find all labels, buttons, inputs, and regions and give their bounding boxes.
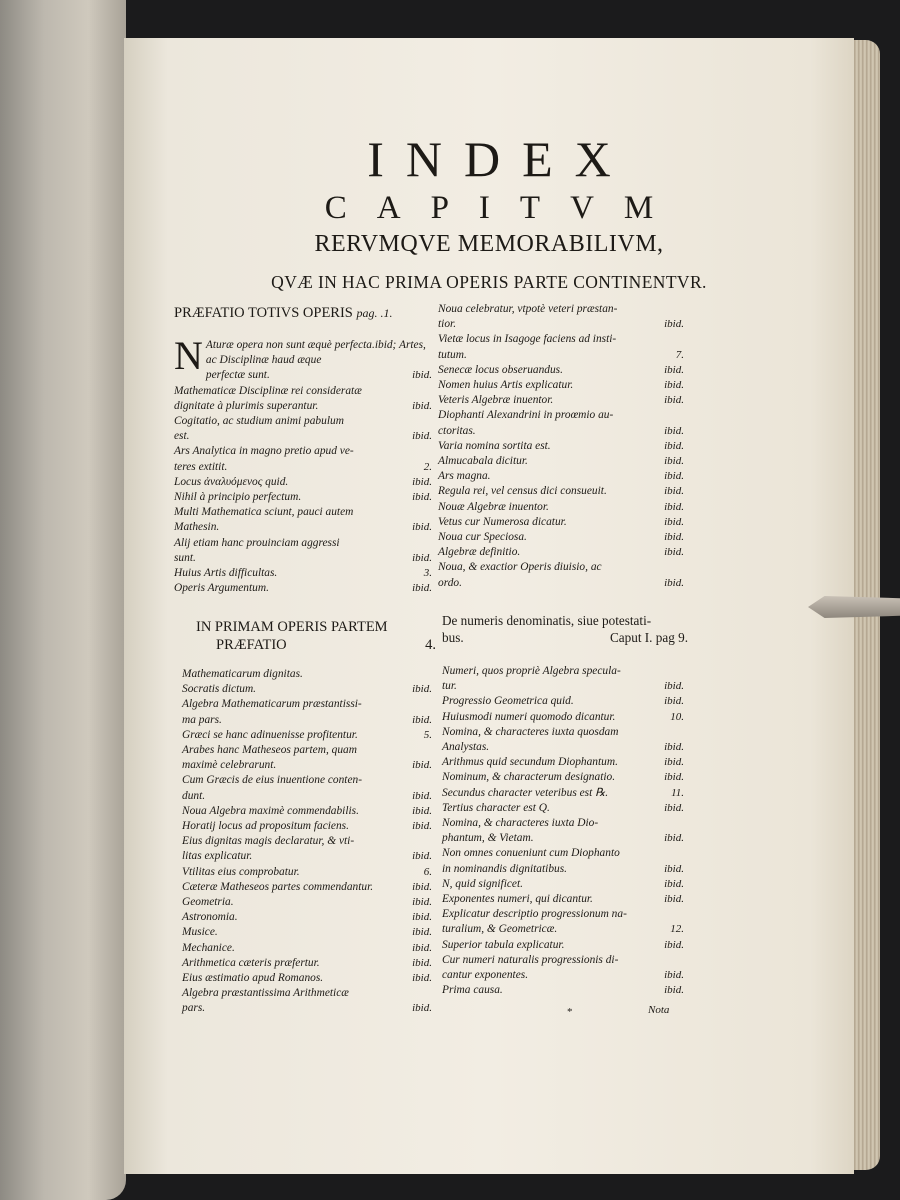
- entry-text: Varia nomina sortita est.: [438, 439, 551, 452]
- index-entry: [438, 484, 684, 499]
- entry-ref: ibid.: [412, 551, 432, 564]
- index-entry: [174, 490, 432, 505]
- section-heading-1: [174, 304, 393, 322]
- entry-text: est.: [174, 430, 190, 443]
- index-entry: [182, 743, 432, 758]
- index-entry: [442, 710, 684, 725]
- entry-text: Regula rei, vel census dici consueuit.: [438, 485, 607, 498]
- index-entry: [182, 880, 432, 895]
- index-entry: [182, 956, 432, 971]
- index-entry: [442, 938, 684, 953]
- entry-ref: ibid.: [664, 531, 684, 544]
- index-entry: [182, 910, 432, 925]
- entry-text: Cum Græcis de eius inuentione conten-: [182, 774, 363, 787]
- entry-ref: ibid.: [664, 394, 684, 407]
- entry-text: Secundus character veteribus est ℞.: [442, 786, 609, 799]
- entry-text: Vietæ locus in Isagoge faciens ad insti-: [438, 333, 617, 346]
- entry-text: ctoritas.: [438, 424, 476, 437]
- entry-ref: ibid.: [664, 741, 684, 754]
- entry-ref: ibid.: [664, 379, 684, 392]
- index-entry: [182, 986, 432, 1001]
- entry-text: Superior tabula explicatur.: [442, 938, 565, 951]
- index-entry: [182, 895, 432, 910]
- entry-text: Mechanice.: [182, 941, 235, 954]
- entry-text: Eius æstimatio apud Romanos.: [182, 972, 324, 985]
- first-entry-text: Aturæ opera non sunt æquè perfecta.ibid; Artes, ac Disciplinæ haud æque: [205, 339, 426, 367]
- entry-text: Arithmetica cæteris præfertur.: [182, 956, 320, 969]
- signature-mark: *: [567, 1006, 573, 1018]
- entry-text: Huius Artis difficultas.: [174, 567, 278, 580]
- section-heading-2: [196, 618, 436, 654]
- entry-text: Analystas.: [442, 741, 490, 754]
- entry-ref: 11.: [671, 786, 684, 799]
- entry-text: Numeri, quos propriè Algebra specula-: [442, 665, 621, 677]
- index-entry: [174, 566, 432, 581]
- entry-text: Nomen huius Artis explicatur.: [438, 379, 574, 392]
- entry-ref: 3.: [423, 567, 432, 580]
- entry-text: Geometria.: [182, 896, 234, 909]
- index-entry: [442, 892, 684, 907]
- entry-text: Progressio Geometrica quid.: [442, 695, 574, 708]
- index-entry: [442, 786, 684, 801]
- index-entry: [442, 694, 684, 709]
- entry-ref: ibid.: [664, 893, 684, 906]
- entry-text: perfectæ sunt.: [205, 369, 270, 382]
- entry-text: Algebra Mathematicarum præstantissi-: [182, 698, 362, 711]
- entry-text: Noua Algebra maximè commendabilis.: [182, 804, 359, 817]
- entry-ref: ibid.: [412, 911, 432, 924]
- entry-ref: ibid.: [664, 424, 684, 437]
- index-entry: [182, 1001, 432, 1016]
- index-entry: [438, 332, 684, 347]
- entry-text: Diophanti Alexandrini in proœmio au-: [438, 409, 614, 422]
- entry-text: Prima causa.: [442, 984, 503, 997]
- entry-text: Locus ἀναλυόμενος quid.: [174, 475, 289, 488]
- index-entry: [182, 804, 432, 819]
- index-entry: [182, 865, 432, 880]
- index-entry: [174, 581, 432, 596]
- index-entry: [438, 515, 684, 530]
- index-entry: [182, 819, 432, 834]
- entry-ref: ibid.: [664, 515, 684, 528]
- index-entry: [442, 816, 684, 831]
- entry-ref: ibid.: [664, 318, 684, 331]
- index-entry: [442, 679, 684, 694]
- entry-text: turalium, & Geometricæ.: [442, 923, 558, 936]
- entry-text: ma pars.: [182, 713, 222, 726]
- entry-text: Algebra præstantissima Arithmeticæ: [182, 987, 349, 1000]
- left-page-edge: [0, 0, 126, 1200]
- index-entry: [174, 551, 432, 566]
- entry-text: Explicatur descriptio progressionum na-: [442, 908, 627, 921]
- entry-ref: ibid.: [412, 956, 432, 969]
- chapter-ref: Caput I. pag 9.: [609, 630, 688, 645]
- entry-ref: ibid.: [412, 941, 432, 954]
- entry-ref: ibid.: [412, 759, 432, 772]
- index-entry: [438, 363, 684, 378]
- index-entry: [442, 953, 684, 968]
- entry-text: phantum, & Vietam.: [442, 832, 534, 845]
- entry-ref: ibid.: [412, 475, 432, 488]
- entry-text: Alij etiam hanc prouinciam aggressi: [174, 536, 340, 549]
- index-entry: [438, 454, 684, 469]
- entry-ref: ibid.: [664, 695, 684, 708]
- entry-text: Vtilitas eius comprobatur.: [182, 865, 300, 878]
- right-column-entries-1: [438, 302, 684, 591]
- entry-text: maximè celebrarunt.: [182, 759, 277, 772]
- entry-text: Mathematicarum dignitas.: [182, 668, 303, 680]
- entry-text: dunt.: [182, 789, 206, 802]
- entry-text: Mathematicæ Disciplinæ rei consideratæ: [174, 384, 362, 397]
- book-page: [124, 38, 854, 1174]
- entry-text: teres extitit.: [174, 460, 228, 473]
- entry-text: Cogitatio, ac studium animi pabulum: [174, 415, 344, 428]
- entry-text: Algebræ definitio.: [438, 546, 521, 559]
- page-title: INDEX: [367, 131, 633, 187]
- index-entry: [182, 713, 432, 728]
- index-entry: [182, 728, 432, 743]
- index-entry: [438, 302, 684, 317]
- index-entry: [442, 740, 684, 755]
- entry-ref: ibid.: [412, 926, 432, 939]
- entry-text: Cur numeri naturalis progressionis di-: [442, 953, 619, 966]
- entry-ref: 12.: [670, 923, 684, 936]
- index-entry: [438, 378, 684, 393]
- right-column-entries-2: [442, 664, 684, 998]
- entry-text: Nouæ Algebræ inuentor.: [438, 500, 549, 513]
- entry-ref: ibid.: [412, 880, 432, 893]
- entry-ref: ibid.: [412, 850, 432, 863]
- entry-ref: ibid.: [664, 756, 684, 769]
- index-entry: [438, 393, 684, 408]
- index-entry: [174, 384, 432, 399]
- index-entry: [438, 545, 684, 560]
- entry-ref: ibid.: [412, 896, 432, 909]
- entry-text: Veteris Algebræ inuentor.: [438, 394, 554, 407]
- index-entry: [442, 877, 684, 892]
- index-entry: [174, 429, 432, 444]
- entry-ref: ibid.: [412, 789, 432, 802]
- entry-text: Horatij locus ad propositum faciens.: [182, 820, 349, 833]
- entry-ref: ibid.: [664, 500, 684, 513]
- chapter-line-2: bus.: [442, 630, 464, 645]
- entry-text: tur.: [442, 680, 457, 693]
- entry-ref: ibid.: [664, 801, 684, 814]
- entry-ref: ibid.: [412, 369, 432, 382]
- title-line-4: QVÆ IN HAC PRIMA OPERIS PARTE CONTINENTVR.: [271, 272, 707, 292]
- index-entry: [182, 971, 432, 986]
- entry-ref: ibid.: [412, 582, 432, 595]
- index-entry: [442, 755, 684, 770]
- entry-text: Nominum, & characterum designatio.: [442, 771, 616, 784]
- entry-text: Arithmus quid secundum Diophantum.: [442, 756, 618, 769]
- chapter-heading: [442, 612, 688, 646]
- entry-ref: ibid.: [664, 771, 684, 784]
- entry-text: in nominandis dignitatibus.: [442, 862, 567, 875]
- entry-ref: ibid.: [412, 713, 432, 726]
- index-entry: [182, 925, 432, 940]
- entry-ref: ibid.: [664, 877, 684, 890]
- left-column-entries-1: [174, 333, 432, 596]
- index-entry: [174, 444, 432, 459]
- entry-text: tior.: [438, 318, 457, 331]
- entry-ref: ibid.: [412, 1002, 432, 1015]
- index-entry: [182, 834, 432, 849]
- index-entry: [442, 983, 684, 998]
- index-entry: [438, 348, 684, 363]
- index-entry: [438, 560, 684, 575]
- index-entry: [182, 682, 432, 697]
- entry-text: Eius dignitas magis declaratur, & vti-: [182, 835, 355, 848]
- entry-text: cantur exponentes.: [442, 969, 529, 982]
- entry-ref: 2.: [423, 460, 432, 473]
- entry-ref: ibid.: [664, 439, 684, 452]
- index-entry: [438, 530, 684, 545]
- index-entry: [182, 773, 432, 788]
- title-line-3: RERVMQVE MEMORABILIVM,: [314, 231, 664, 257]
- entry-text: Tertius character est Q.: [442, 801, 550, 814]
- entry-ref: 5.: [423, 728, 432, 741]
- entry-text: sunt.: [174, 551, 196, 564]
- index-entry: [442, 907, 684, 922]
- entry-text: Non omnes conueniunt cum Diophanto: [442, 847, 620, 860]
- entry-ref: ibid.: [412, 430, 432, 443]
- entry-text: Cæteræ Matheseos partes commendantur.: [182, 880, 374, 893]
- entry-text: Almucabala dicitur.: [438, 455, 528, 468]
- entry-ref: ibid.: [664, 363, 684, 376]
- chapter-line-1: De numeris denominatis, siue potestati-: [442, 613, 652, 628]
- entry-ref: ibid.: [664, 576, 684, 589]
- entry-text: Mathesin.: [174, 521, 220, 534]
- entry-ref: ibid.: [412, 820, 432, 833]
- section-2-title-line-1: IN PRIMAM OPERIS PARTEM: [196, 619, 388, 635]
- entry-ref: ibid.: [412, 972, 432, 985]
- section-2-title-line-2: PRÆFATIO: [216, 637, 287, 653]
- index-entry: [182, 758, 432, 773]
- entry-ref: ibid.: [664, 455, 684, 468]
- left-column-entries-2: [182, 667, 432, 1017]
- entry-ref: 7.: [675, 348, 684, 361]
- entry-text: Nomina, & characteres iuxta quosdam: [442, 725, 619, 738]
- entry-ref: ibid.: [664, 832, 684, 845]
- entry-ref: ibid.: [412, 683, 432, 696]
- entry-text: tutum.: [438, 348, 467, 361]
- index-entry: [438, 500, 684, 515]
- entry-text: ordo.: [438, 576, 462, 589]
- index-entry: [438, 424, 684, 439]
- index-entry: [442, 831, 684, 846]
- entry-text: Astronomia.: [182, 911, 238, 924]
- section-1-page: pag. .1.: [356, 306, 393, 320]
- index-entry: [442, 862, 684, 877]
- bookmark-tab: [808, 596, 900, 618]
- index-entry: [438, 408, 684, 423]
- entry-ref: ibid.: [664, 984, 684, 997]
- entry-ref: ibid.: [412, 399, 432, 412]
- index-entry: [182, 789, 432, 804]
- index-entry: [174, 520, 432, 535]
- entry-ref: 10.: [670, 710, 684, 723]
- title-line-2: CAPITVM: [324, 190, 684, 226]
- index-entry: [442, 801, 684, 816]
- entry-text: Operis Argumentum.: [174, 582, 269, 595]
- index-entry: [174, 368, 432, 383]
- index-entry: [438, 576, 684, 591]
- entry-text: Noua, & exactior Operis diuisio, ac: [438, 561, 602, 574]
- entry-text: Senecæ locus obseruandus.: [438, 363, 563, 376]
- entry-text: Ars magna.: [438, 470, 491, 483]
- section-2-page: 4.: [425, 637, 436, 653]
- dropcap: N: [174, 333, 203, 378]
- entry-ref: 6.: [423, 865, 432, 878]
- entry-ref: ibid.: [664, 485, 684, 498]
- entry-ref: ibid.: [664, 470, 684, 483]
- entry-text: Vetus cur Numerosa dicatur.: [438, 515, 567, 528]
- entry-ref: ibid.: [664, 969, 684, 982]
- entry-text: Noua celebratur, vtpotè veteri præstan-: [438, 303, 618, 315]
- entry-text: Huiusmodi numeri quomodo dicantur.: [442, 710, 616, 723]
- entry-text: pars.: [182, 1002, 206, 1015]
- index-entry: [174, 505, 432, 520]
- index-entry: [182, 849, 432, 864]
- entry-text: Nomina, & characteres iuxta Dio-: [442, 817, 599, 830]
- index-entry: [182, 697, 432, 712]
- entry-ref: ibid.: [412, 804, 432, 817]
- entry-ref: ibid.: [664, 680, 684, 693]
- index-entry: [182, 667, 432, 682]
- entry-ref: ibid.: [664, 546, 684, 559]
- entry-ref: ibid.: [664, 938, 684, 951]
- entry-text: Socratis dictum.: [182, 683, 257, 696]
- entry-ref: ibid.: [664, 862, 684, 875]
- entry-text: N, quid significet.: [442, 877, 523, 890]
- entry-text: dignitate à plurimis superantur.: [174, 399, 319, 412]
- index-entry: [442, 968, 684, 983]
- entry-ref: ibid.: [412, 521, 432, 534]
- entry-text: Ars Analytica in magno pretio apud ve-: [174, 445, 354, 458]
- catchword: Nota: [648, 1004, 670, 1016]
- entry-text: Græci se hanc adinuenisse profitentur.: [182, 728, 358, 741]
- entry-text: Exponentes numeri, qui dicantur.: [442, 893, 593, 906]
- entry-text: litas explicatur.: [182, 850, 253, 863]
- entry-text: Arabes hanc Matheseos partem, quam: [182, 744, 357, 757]
- index-entry: [174, 536, 432, 551]
- index-entry: [174, 460, 432, 475]
- index-entry: [442, 846, 684, 861]
- index-entry: [442, 770, 684, 785]
- index-entry: [442, 922, 684, 937]
- index-entry: [442, 664, 684, 679]
- entry-text: Musice.: [182, 926, 218, 939]
- index-entry: [174, 399, 432, 414]
- entry-text: Nihil à principio perfectum.: [174, 491, 302, 504]
- index-entry: [438, 317, 684, 332]
- section-1-title: PRÆFATIO TOTIVS OPERIS: [174, 305, 353, 321]
- index-entry: [438, 469, 684, 484]
- index-entry: [442, 725, 684, 740]
- entry-text: Multi Mathematica sciunt, pauci autem: [174, 506, 354, 519]
- entry-ref: ibid.: [412, 491, 432, 504]
- index-entry: [174, 414, 432, 429]
- index-entry: [182, 941, 432, 956]
- index-entry: [438, 439, 684, 454]
- index-entry: [174, 475, 432, 490]
- entry-text: Noua cur Speciosa.: [438, 531, 527, 544]
